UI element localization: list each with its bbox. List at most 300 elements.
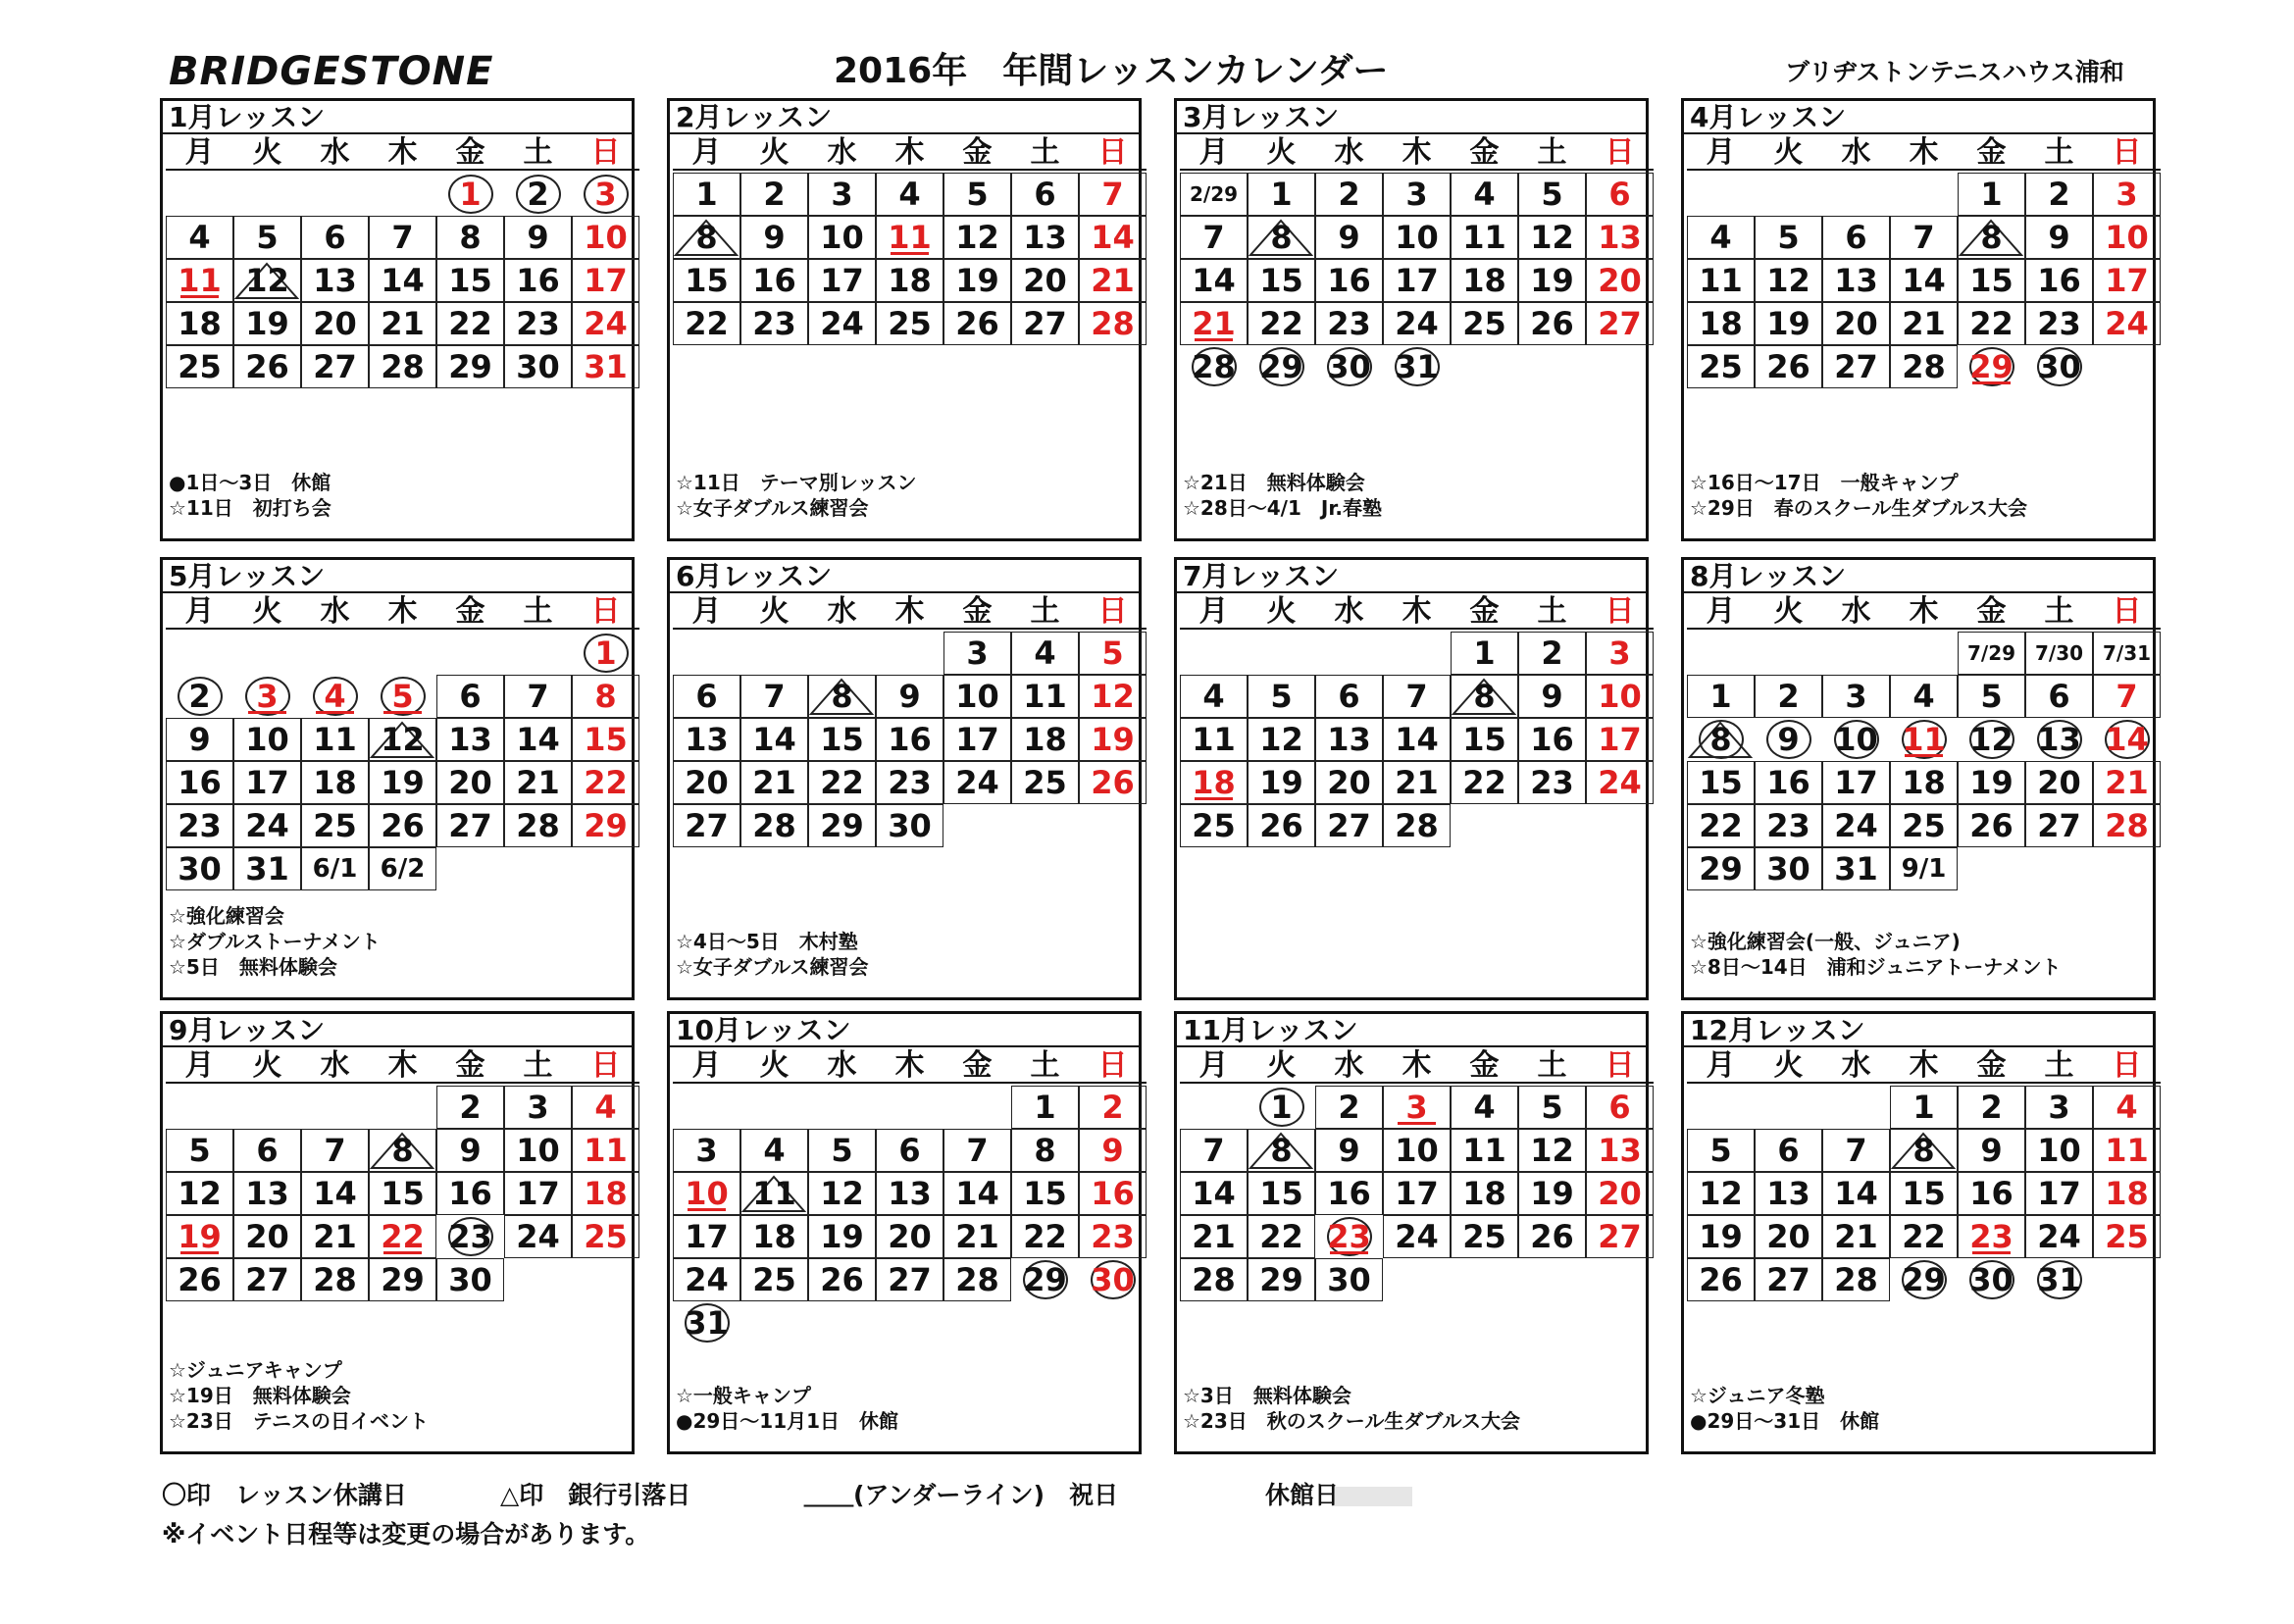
day-number: 1 — [1270, 1089, 1293, 1126]
weekday-header: 水 — [1315, 593, 1383, 630]
day-number: 27 — [1598, 305, 1642, 342]
day-cell — [1518, 1129, 1586, 1172]
day-number: 24 — [1834, 807, 1878, 844]
day-cell — [876, 259, 943, 302]
day-number: 1 — [594, 634, 617, 672]
day-cell — [740, 302, 808, 345]
day-cell — [1890, 761, 1958, 804]
day-cell — [1315, 718, 1383, 761]
day-cell — [876, 173, 943, 216]
day-cell — [1687, 259, 1755, 302]
day-cell — [1451, 1172, 1518, 1215]
day-number: 21 — [516, 764, 560, 801]
weekday-header: 水 — [1315, 1047, 1383, 1084]
day-cell — [2025, 1129, 2093, 1172]
day-number: 1 — [1034, 1089, 1056, 1126]
day-number: 31 — [245, 850, 289, 888]
weekday-header: 月 — [166, 1047, 233, 1084]
month-panel — [667, 98, 1142, 541]
day-cell — [436, 1258, 504, 1301]
closed-day-swatch — [1334, 1487, 1412, 1506]
note-line: ☆5日 無料体験会 — [169, 955, 337, 979]
day-number: 7/29 — [1966, 641, 2016, 665]
day-cell — [233, 804, 301, 847]
day-number: 6 — [2048, 678, 2070, 715]
day-cell — [1315, 1129, 1383, 1172]
day-cell — [2025, 1172, 2093, 1215]
day-number: 2 — [1101, 1089, 1124, 1126]
day-number: 27 — [685, 807, 729, 844]
day-number: 17 — [245, 764, 289, 801]
day-number: 24 — [955, 764, 999, 801]
day-cell — [2093, 259, 2161, 302]
day-cell — [876, 1172, 943, 1215]
day-number: 6 — [1338, 678, 1360, 715]
day-number: 20 — [1023, 262, 1067, 299]
day-number: 12 — [1969, 721, 2014, 758]
day-number: 25 — [752, 1261, 796, 1298]
day-number: 11 — [752, 1175, 796, 1212]
month-title: 7月レッスン — [1177, 560, 1646, 593]
month-title: 4月レッスン — [1684, 101, 2153, 134]
day-cell — [1518, 632, 1586, 675]
day-cell — [436, 345, 504, 388]
day-number: 24 — [2105, 305, 2149, 342]
day-cell — [1687, 1215, 1755, 1258]
day-number: 4 — [763, 1132, 786, 1169]
day-number: 27 — [1023, 305, 1067, 342]
day-cell — [1518, 173, 1586, 216]
day-number: 1 — [1709, 678, 1732, 715]
month-notes — [1690, 1383, 1879, 1434]
day-number: 10 — [584, 219, 628, 256]
day-number: 23 — [516, 305, 560, 342]
day-number: 31 — [584, 348, 628, 385]
day-number: 26 — [820, 1261, 864, 1298]
day-cell — [943, 216, 1011, 259]
day-cell — [673, 216, 740, 259]
day-cell — [1451, 259, 1518, 302]
day-cell — [1248, 675, 1315, 718]
day-cell — [1822, 804, 1890, 847]
day-number: 5 — [1777, 219, 1800, 256]
day-number: 5 — [391, 678, 414, 715]
day-number: 13 — [1834, 262, 1878, 299]
day-number: 21 — [1834, 1218, 1878, 1255]
day-number: 24 — [1395, 1218, 1439, 1255]
day-cell — [1180, 1129, 1248, 1172]
day-cell — [740, 216, 808, 259]
day-cell — [740, 1129, 808, 1172]
day-number: 28 — [381, 348, 425, 385]
weekday-header: 月 — [166, 593, 233, 630]
day-number: 24 — [1598, 764, 1642, 801]
day-number: 7 — [1405, 678, 1428, 715]
day-cell — [1890, 345, 1958, 388]
day-number: 7/30 — [2034, 641, 2084, 665]
day-number: 13 — [1023, 219, 1067, 256]
day-number: 4 — [2116, 1089, 2138, 1126]
day-number: 8 — [391, 1132, 414, 1169]
day-number: 28 — [2105, 807, 2149, 844]
day-cell — [1180, 345, 1248, 388]
day-cell — [436, 1172, 504, 1215]
day-number: 7 — [527, 678, 549, 715]
day-number: 30 — [1969, 1261, 2014, 1298]
note-line: ☆19日 無料体験会 — [169, 1384, 351, 1407]
day-number: 14 — [1192, 1175, 1236, 1212]
day-number: 2 — [527, 176, 549, 213]
month-notes — [1183, 470, 1382, 521]
day-cell — [233, 345, 301, 388]
day-number: 8 — [1912, 1132, 1935, 1169]
day-cell — [1687, 718, 1755, 761]
day-number: 30 — [888, 807, 932, 844]
day-cell — [572, 345, 639, 388]
weekday-header: 水 — [1315, 134, 1383, 171]
day-cell — [572, 804, 639, 847]
legend-triangle: △印 銀行引落日 — [500, 1481, 691, 1509]
day-number: 4 — [898, 176, 921, 213]
day-number: 14 — [1395, 721, 1439, 758]
day-cell — [1518, 675, 1586, 718]
day-cell — [369, 345, 436, 388]
day-number: 4 — [1473, 176, 1496, 213]
day-number: 27 — [888, 1261, 932, 1298]
day-number: 23 — [178, 807, 222, 844]
weekday-header: 月 — [673, 134, 740, 171]
day-cell — [808, 1215, 876, 1258]
day-number: 23 — [752, 305, 796, 342]
day-number: 29 — [820, 807, 864, 844]
day-cell — [1890, 1129, 1958, 1172]
day-cell — [740, 173, 808, 216]
day-cell — [1079, 1258, 1147, 1301]
day-cell — [1248, 1215, 1315, 1258]
day-number: 4 — [594, 1089, 617, 1126]
day-number: 22 — [1462, 764, 1506, 801]
day-number: 28 — [1395, 807, 1439, 844]
day-number: 31 — [1395, 348, 1439, 385]
day-number: 21 — [1395, 764, 1439, 801]
day-number: 19 — [178, 1218, 222, 1255]
day-number: 16 — [1530, 721, 1574, 758]
month-panel — [667, 557, 1142, 1000]
day-number: 16 — [2037, 262, 2081, 299]
day-cell — [572, 302, 639, 345]
weekday-header: 土 — [1518, 134, 1586, 171]
day-cell — [1586, 1215, 1654, 1258]
day-number: 25 — [313, 807, 357, 844]
day-number: 8 — [1270, 1132, 1293, 1169]
day-cell — [1180, 1215, 1248, 1258]
day-number: 30 — [2037, 348, 2081, 385]
weekday-header: 月 — [673, 593, 740, 630]
day-cell — [673, 718, 740, 761]
day-cell — [1451, 1215, 1518, 1258]
day-cell — [1586, 259, 1654, 302]
day-cell — [808, 216, 876, 259]
day-number: 18 — [752, 1218, 796, 1255]
day-cell — [1011, 718, 1079, 761]
day-number: 20 — [1834, 305, 1878, 342]
day-cell — [1315, 1086, 1383, 1129]
day-number: 16 — [1327, 262, 1371, 299]
month-notes — [1690, 929, 2061, 980]
day-number: 17 — [1598, 721, 1642, 758]
day-number: 6/1 — [312, 854, 358, 884]
club-name: ブリヂストンテニスハウス浦和 — [1785, 58, 2124, 86]
day-number: 2 — [1777, 678, 1800, 715]
day-cell — [1958, 1258, 2025, 1301]
legend-circle: 〇印 レッスン休講日 — [162, 1481, 407, 1509]
day-cell — [2025, 1215, 2093, 1258]
day-number: 5 — [188, 1132, 211, 1169]
day-number: 30 — [1327, 348, 1371, 385]
day-number: 20 — [245, 1218, 289, 1255]
day-number: 23 — [1766, 807, 1810, 844]
day-cell — [1383, 761, 1451, 804]
day-number: 9 — [188, 721, 211, 758]
day-number: 27 — [1598, 1218, 1642, 1255]
day-cell — [673, 1301, 740, 1345]
day-number: 16 — [752, 262, 796, 299]
day-cell — [1383, 173, 1451, 216]
day-cell — [1958, 1086, 2025, 1129]
day-number: 16 — [1091, 1175, 1135, 1212]
day-cell — [504, 1086, 572, 1129]
day-cell — [166, 675, 233, 718]
day-cell — [1958, 1215, 2025, 1258]
day-cell — [943, 675, 1011, 718]
day-number: 16 — [448, 1175, 492, 1212]
day-cell — [233, 1172, 301, 1215]
weekday-header: 火 — [1248, 1047, 1315, 1084]
day-cell — [1755, 1215, 1822, 1258]
day-number: 27 — [448, 807, 492, 844]
day-number: 6 — [1777, 1132, 1800, 1169]
day-number: 24 — [2037, 1218, 2081, 1255]
day-number: 30 — [516, 348, 560, 385]
weekday-header: 金 — [943, 593, 1011, 630]
day-cell — [808, 1258, 876, 1301]
day-number: 15 — [820, 721, 864, 758]
day-cell — [1079, 761, 1147, 804]
day-cell — [740, 761, 808, 804]
weekday-header: 金 — [436, 593, 504, 630]
day-cell — [1687, 345, 1755, 388]
day-number: 11 — [1902, 721, 1946, 758]
note-line: ☆23日 秋のスクール生ダブルス大会 — [1183, 1409, 1520, 1433]
day-cell — [504, 1215, 572, 1258]
note-line: ☆11日 初打ち会 — [169, 496, 331, 520]
day-cell — [673, 761, 740, 804]
day-number: 25 — [178, 348, 222, 385]
weekday-header: 土 — [1011, 593, 1079, 630]
day-cell — [943, 1172, 1011, 1215]
day-cell — [572, 632, 639, 675]
day-cell — [740, 804, 808, 847]
day-number: 3 — [2116, 176, 2138, 213]
day-number: 6 — [324, 219, 346, 256]
day-cell — [1315, 302, 1383, 345]
day-number: 15 — [1259, 1175, 1303, 1212]
day-number: 26 — [381, 807, 425, 844]
day-number: 13 — [1598, 1132, 1642, 1169]
day-cell — [1315, 1172, 1383, 1215]
day-number: 3 — [1845, 678, 1867, 715]
day-cell — [504, 1129, 572, 1172]
day-number: 19 — [1699, 1218, 1743, 1255]
day-cell — [1248, 1258, 1315, 1301]
day-cell — [1451, 675, 1518, 718]
month-notes — [169, 470, 331, 521]
day-number: 11 — [1699, 262, 1743, 299]
day-cell — [1383, 1172, 1451, 1215]
day-cell — [1958, 675, 2025, 718]
day-number: 2 — [459, 1089, 482, 1126]
day-number: 7 — [1845, 1132, 1867, 1169]
day-number: 22 — [448, 305, 492, 342]
day-cell — [301, 1129, 369, 1172]
day-cell — [504, 675, 572, 718]
day-number: 9 — [1338, 1132, 1360, 1169]
day-number: 25 — [1462, 1218, 1506, 1255]
day-number: 13 — [1327, 721, 1371, 758]
day-number: 31 — [685, 1304, 729, 1342]
day-number: 24 — [584, 305, 628, 342]
day-number: 12 — [178, 1175, 222, 1212]
day-number: 13 — [2037, 721, 2081, 758]
day-cell — [1822, 761, 1890, 804]
month-panel — [1174, 1011, 1649, 1454]
day-cell — [2093, 216, 2161, 259]
day-number: 1 — [1473, 634, 1496, 672]
day-number: 10 — [516, 1132, 560, 1169]
day-number: 9 — [1101, 1132, 1124, 1169]
day-number: 6 — [898, 1132, 921, 1169]
day-cell — [1687, 1129, 1755, 1172]
day-number: 14 — [1834, 1175, 1878, 1212]
day-cell — [1451, 718, 1518, 761]
day-cell — [166, 259, 233, 302]
day-cell — [436, 718, 504, 761]
weekday-header: 金 — [1958, 1047, 2025, 1084]
day-number: 14 — [1091, 219, 1135, 256]
month-title: 9月レッスン — [163, 1014, 632, 1047]
day-cell — [943, 1258, 1011, 1301]
month-title: 5月レッスン — [163, 560, 632, 593]
weekday-header: 火 — [233, 134, 301, 171]
weekday-header: 日 — [572, 593, 639, 630]
weekday-header: 土 — [504, 593, 572, 630]
day-number: 5 — [1101, 634, 1124, 672]
day-number: 14 — [516, 721, 560, 758]
day-number: 14 — [313, 1175, 357, 1212]
day-cell — [740, 1172, 808, 1215]
day-number: 17 — [1395, 262, 1439, 299]
day-cell — [301, 847, 369, 890]
day-cell — [1755, 1172, 1822, 1215]
day-number: 28 — [1902, 348, 1946, 385]
day-number: 21 — [752, 764, 796, 801]
day-cell — [1586, 216, 1654, 259]
day-cell — [1079, 1172, 1147, 1215]
day-cell — [1315, 675, 1383, 718]
day-cell — [504, 345, 572, 388]
day-cell — [1383, 259, 1451, 302]
day-number: 13 — [1766, 1175, 1810, 1212]
day-number: 4 — [1912, 678, 1935, 715]
weekday-header: 金 — [1451, 134, 1518, 171]
weekday-header: 木 — [1890, 134, 1958, 171]
day-cell — [1687, 1258, 1755, 1301]
day-cell — [504, 718, 572, 761]
day-cell — [1755, 345, 1822, 388]
day-cell — [436, 259, 504, 302]
day-number: 28 — [1192, 1261, 1236, 1298]
day-number: 10 — [1598, 678, 1642, 715]
day-cell — [572, 1129, 639, 1172]
day-cell — [572, 173, 639, 216]
day-cell — [504, 259, 572, 302]
day-cell — [876, 1129, 943, 1172]
day-cell — [1755, 1258, 1822, 1301]
day-cell — [369, 1129, 436, 1172]
day-cell — [1011, 1129, 1079, 1172]
day-cell — [301, 1215, 369, 1258]
month-panel — [1174, 98, 1649, 541]
weekday-header: 水 — [808, 593, 876, 630]
weekday-header: 金 — [943, 134, 1011, 171]
day-number: 12 — [1091, 678, 1135, 715]
weekday-header: 木 — [876, 593, 943, 630]
day-cell — [2025, 216, 2093, 259]
day-number: 7/31 — [2102, 641, 2152, 665]
day-number: 11 — [1023, 678, 1067, 715]
weekday-header: 金 — [1451, 593, 1518, 630]
day-cell — [369, 302, 436, 345]
day-cell — [740, 1258, 808, 1301]
day-number: 29 — [1259, 1261, 1303, 1298]
note-line: ☆強化練習会(一般、ジュニア) — [1690, 930, 1961, 953]
day-cell — [1180, 761, 1248, 804]
day-number: 10 — [2105, 219, 2149, 256]
day-cell — [1822, 345, 1890, 388]
day-cell — [1958, 1172, 2025, 1215]
day-number: 10 — [1834, 721, 1878, 758]
day-cell — [1822, 1129, 1890, 1172]
day-cell — [2025, 173, 2093, 216]
day-cell — [301, 216, 369, 259]
day-number: 30 — [1766, 850, 1810, 888]
day-number: 12 — [1259, 721, 1303, 758]
weekday-header: 土 — [504, 1047, 572, 1084]
day-number: 15 — [381, 1175, 425, 1212]
day-cell — [808, 1129, 876, 1172]
day-number: 6 — [1845, 219, 1867, 256]
day-cell — [1451, 632, 1518, 675]
day-cell — [1383, 1215, 1451, 1258]
day-cell — [233, 718, 301, 761]
day-cell — [1687, 302, 1755, 345]
day-number: 11 — [2105, 1132, 2149, 1169]
day-number: 21 — [955, 1218, 999, 1255]
day-number: 18 — [2105, 1175, 2149, 1212]
day-number: 19 — [1530, 1175, 1574, 1212]
day-cell — [1755, 718, 1822, 761]
day-cell — [943, 173, 1011, 216]
